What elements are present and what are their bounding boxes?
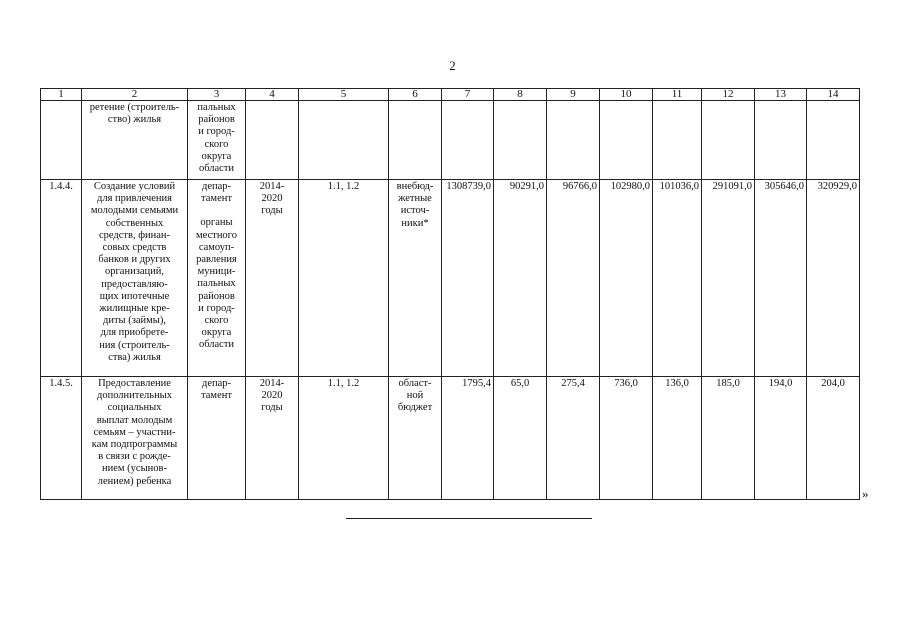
row-number	[41, 101, 82, 180]
funding-source: област- ной бюджет	[389, 377, 442, 500]
table-row	[41, 101, 860, 180]
period	[246, 101, 299, 180]
value-cell: 101036,0	[653, 180, 702, 377]
col-header: 5	[299, 89, 389, 101]
col-header: 3	[188, 89, 246, 101]
value-cell: 275,4	[547, 377, 600, 500]
col-header: 12	[702, 89, 755, 101]
value-cell: 194,0	[755, 377, 807, 500]
page-number: 2	[449, 58, 456, 73]
col-header: 8	[494, 89, 547, 101]
value-cell: 320929,0	[807, 180, 860, 377]
measure-name: ретение (строитель- ство) жилья	[82, 101, 188, 180]
value-cell: 305646,0	[755, 180, 807, 377]
value-cell: 65,0	[494, 377, 547, 500]
value-cell	[702, 101, 755, 180]
closing-quote-mark: »	[862, 486, 869, 501]
executor: пальных районов и город- ского округа области	[188, 101, 246, 180]
value-cell	[600, 101, 653, 180]
col-header: 11	[653, 89, 702, 101]
separator-line	[346, 518, 592, 519]
value-cell	[494, 101, 547, 180]
value-cell: 1308739,0	[442, 180, 494, 377]
value-cell	[442, 101, 494, 180]
indicator-links: 1.1, 1.2	[299, 180, 389, 377]
measure-name: Создание условий для привлечения молодыми семьями собственных средств, финан- совых средств банков и других организаций, предоставляю- щих ипотечные жилищные кре- диты (займы), для приобрете- ния (строитель- ства) жилья	[82, 180, 188, 377]
column-number-row	[41, 89, 860, 101]
period: 2014- 2020 годы	[246, 377, 299, 500]
funding-source	[389, 101, 442, 180]
executor: депар- тамент	[188, 377, 246, 500]
indicator-links	[299, 101, 389, 180]
value-cell: 90291,0	[494, 180, 547, 377]
col-header: 9	[547, 89, 600, 101]
value-cell: 204,0	[807, 377, 860, 500]
value-cell: 102980,0	[600, 180, 653, 377]
col-header: 14	[807, 89, 860, 101]
executor: депар- тамент органы местного самоуп- равления муници- пальных районов и город- ского округа области	[188, 180, 246, 377]
col-header: 13	[755, 89, 807, 101]
col-header: 4	[246, 89, 299, 101]
program-table	[40, 88, 860, 500]
table-row	[41, 180, 860, 377]
period: 2014- 2020 годы	[246, 180, 299, 377]
table-row	[41, 377, 860, 500]
row-number: 1.4.5.	[41, 377, 82, 500]
indicator-links: 1.1, 1.2	[299, 377, 389, 500]
value-cell	[547, 101, 600, 180]
col-header: 2	[82, 89, 188, 101]
value-cell: 736,0	[600, 377, 653, 500]
value-cell	[755, 101, 807, 180]
col-header: 1	[41, 89, 82, 101]
col-header: 6	[389, 89, 442, 101]
value-cell: 96766,0	[547, 180, 600, 377]
col-header: 10	[600, 89, 653, 101]
value-cell	[653, 101, 702, 180]
value-cell: 136,0	[653, 377, 702, 500]
funding-source: внебюд- жетные источ- ники*	[389, 180, 442, 377]
value-cell: 291091,0	[702, 180, 755, 377]
value-cell: 1795,4	[442, 377, 494, 500]
value-cell: 185,0	[702, 377, 755, 500]
row-number: 1.4.4.	[41, 180, 82, 377]
col-header: 7	[442, 89, 494, 101]
value-cell	[807, 101, 860, 180]
measure-name: Предоставление дополнительных социальных выплат молодым семьям – участни- кам подпрограммы в связи с рожде- нием (усынов- лением) ребенка	[82, 377, 188, 500]
